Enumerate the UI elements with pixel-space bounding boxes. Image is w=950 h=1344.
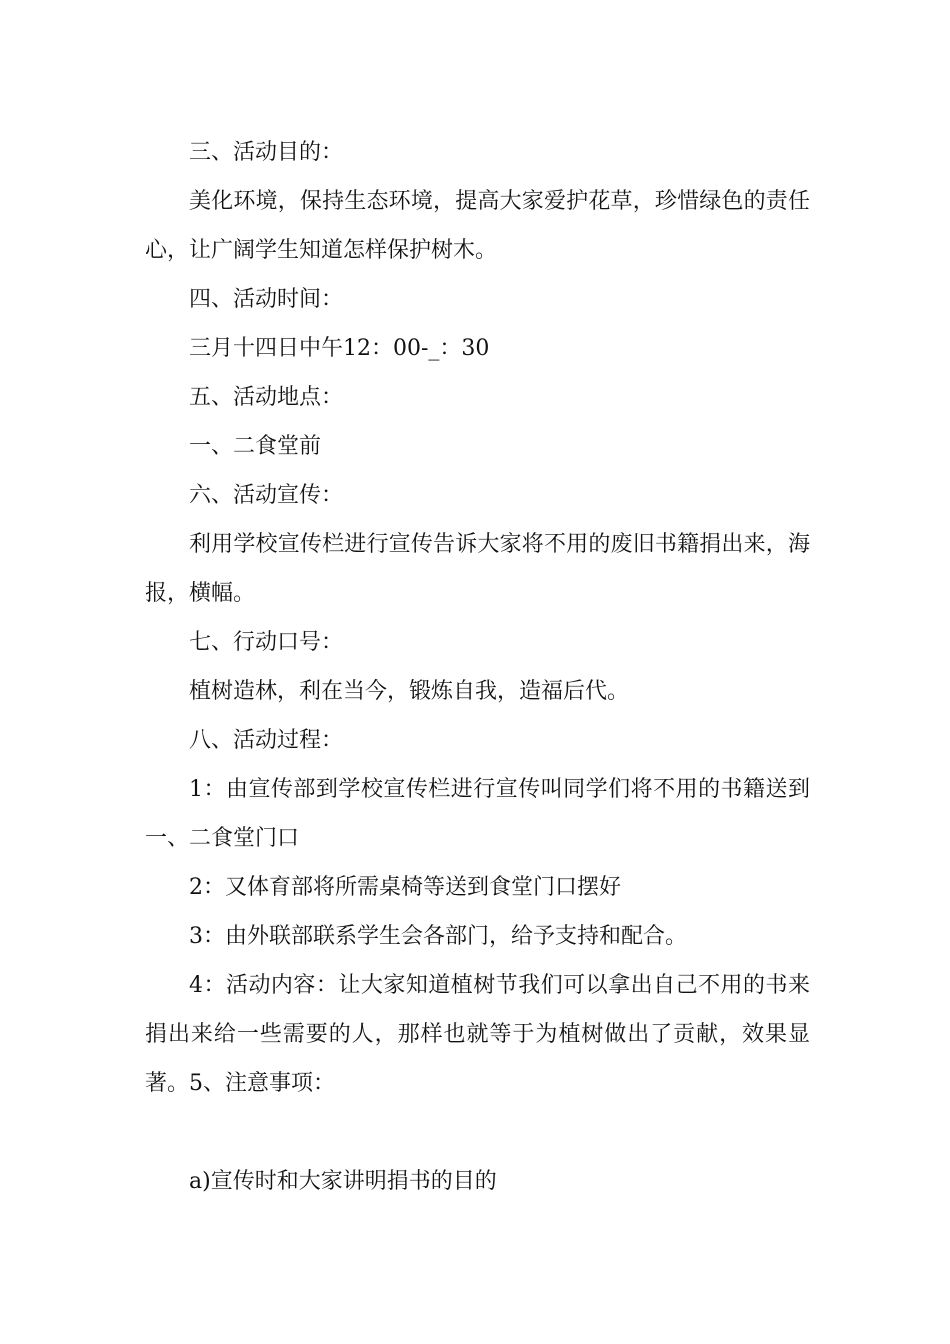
heading-notes: 5、注意事项： <box>189 1071 335 1096</box>
heading-process: 八、活动过程： <box>189 728 344 753</box>
heading-purpose: 三、活动目的： <box>189 140 344 165</box>
heading-time: 四、活动时间： <box>189 287 344 312</box>
note-item-a: a)宣传时和大家讲明捐书的目的 <box>189 1169 497 1194</box>
process-step-1: 1：由宣传部到学校宣传栏进行宣传叫同学们将不用的书籍送到一、二食堂门口 <box>145 777 810 851</box>
paragraph-publicity: 利用学校宣传栏进行宣传告诉大家将不用的废旧书籍捐出来，海报，横幅。 <box>145 532 810 606</box>
paragraph-purpose: 美化环境，保持生态环境，提高大家爱护花草，珍惜绿色的责任心，让广阔学生知道怎样保护树木。 <box>145 189 810 263</box>
process-step-4: 4：活动内容：让大家知道植树节我们可以拿出自己不用的书来捐出来给一些需要的人，那样也就等于为植树做出了贡献，效果显著。 <box>145 973 810 1096</box>
paragraph-time: 三月十四日中午12：00-_：30 <box>189 336 490 361</box>
process-step-3: 3：由外联部联系学生会各部门，给予支持和配合。 <box>189 924 687 949</box>
paragraph-slogan: 植树造林，利在当今，锻炼自我，造福后代。 <box>189 679 630 704</box>
heading-publicity: 六、活动宣传： <box>189 483 344 508</box>
process-step-2: 2：又体育部将所需桌椅等送到食堂门口摆好 <box>189 875 621 900</box>
heading-slogan: 七、行动口号： <box>189 630 344 655</box>
heading-location: 五、活动地点： <box>189 385 344 410</box>
paragraph-location: 一、二食堂前 <box>189 434 322 459</box>
